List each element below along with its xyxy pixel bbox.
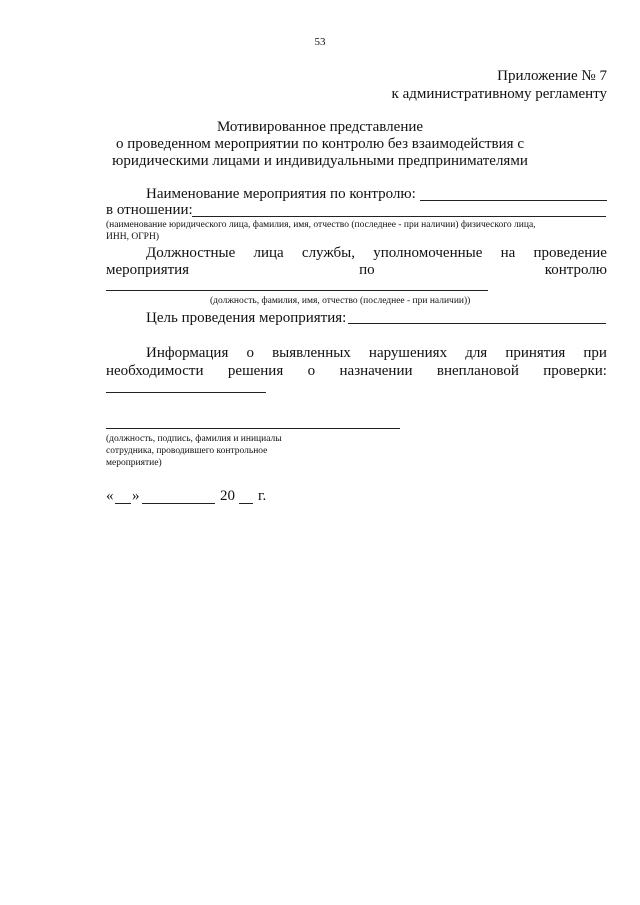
officials-word: на xyxy=(500,245,516,261)
officials-line-2 xyxy=(106,261,607,279)
info-word: нарушениях xyxy=(368,345,448,361)
date-open-quote: « xyxy=(106,488,114,504)
info-word: необходимости xyxy=(106,363,204,379)
officials-word: контролю xyxy=(544,262,607,278)
officials-word: по xyxy=(359,262,375,278)
info-word: выявленных xyxy=(272,345,351,361)
event-name-label: Наименование мероприятия по контролю: xyxy=(146,186,416,202)
regarding-blank[interactable] xyxy=(192,216,606,217)
info-word: для xyxy=(465,345,488,361)
regarding-hint-1: (наименование юридического лица, фамилия, имя, отчество (последнее - при наличии) физического лица, xyxy=(106,220,536,230)
info-word: внеплановой xyxy=(436,363,519,379)
date-year-blank[interactable] xyxy=(239,503,253,504)
date-year-prefix: 20 xyxy=(220,488,235,504)
info-line-2 xyxy=(106,362,607,380)
date-year-suffix: г. xyxy=(258,488,267,504)
officials-hint: (должность, фамилия, имя, отчество (последнее - при наличии)) xyxy=(210,296,471,306)
purpose-label: Цель проведения мероприятия: xyxy=(146,310,347,326)
event-name-blank[interactable] xyxy=(420,200,607,201)
purpose-blank[interactable] xyxy=(348,323,606,324)
heading-line-3: юридическими лицами и индивидуальными предпринимателями xyxy=(112,153,528,169)
appendix-subtitle: к административному регламенту xyxy=(391,86,607,102)
date-month-blank[interactable] xyxy=(142,503,215,504)
info-word: о xyxy=(246,345,254,361)
regarding-label: в отношении: xyxy=(106,202,193,218)
page-number: 53 xyxy=(314,36,326,48)
info-word: принятия xyxy=(505,345,566,361)
officials-word: Должностные xyxy=(146,245,236,261)
info-line-1 xyxy=(146,344,607,362)
officials-word: уполномоченные xyxy=(373,245,483,261)
officials-word: мероприятия xyxy=(106,262,190,278)
signature-hint-2: сотрудника, проводившего контрольное xyxy=(106,446,268,456)
officials-word: лица xyxy=(253,245,284,261)
heading-line-2: о проведенном мероприятии по контролю без взаимодействия с xyxy=(116,136,524,152)
info-blank[interactable] xyxy=(106,392,266,393)
info-word: Информация xyxy=(146,345,229,361)
officials-word: проведение xyxy=(533,245,607,261)
signature-hint-3: мероприятие) xyxy=(106,458,162,468)
heading-line-1: Мотивированное представление xyxy=(216,119,424,135)
date-close-quote: » xyxy=(132,488,140,504)
info-word: при xyxy=(583,345,607,361)
officials-word: службы, xyxy=(301,245,355,261)
info-word: о xyxy=(307,363,316,379)
officials-line-1 xyxy=(146,244,607,262)
signature-hint-1: (должность, подпись, фамилия и инициалы xyxy=(106,434,282,444)
signature-blank[interactable] xyxy=(106,428,400,429)
info-word: решения xyxy=(227,363,284,379)
officials-blank[interactable] xyxy=(106,290,488,291)
info-word: назначении xyxy=(339,363,413,379)
appendix-title: Приложение № 7 xyxy=(497,68,607,84)
regarding-hint-2: ИНН, ОГРН) xyxy=(106,232,159,242)
info-word: проверки: xyxy=(543,363,607,379)
date-day-blank[interactable] xyxy=(115,503,131,504)
